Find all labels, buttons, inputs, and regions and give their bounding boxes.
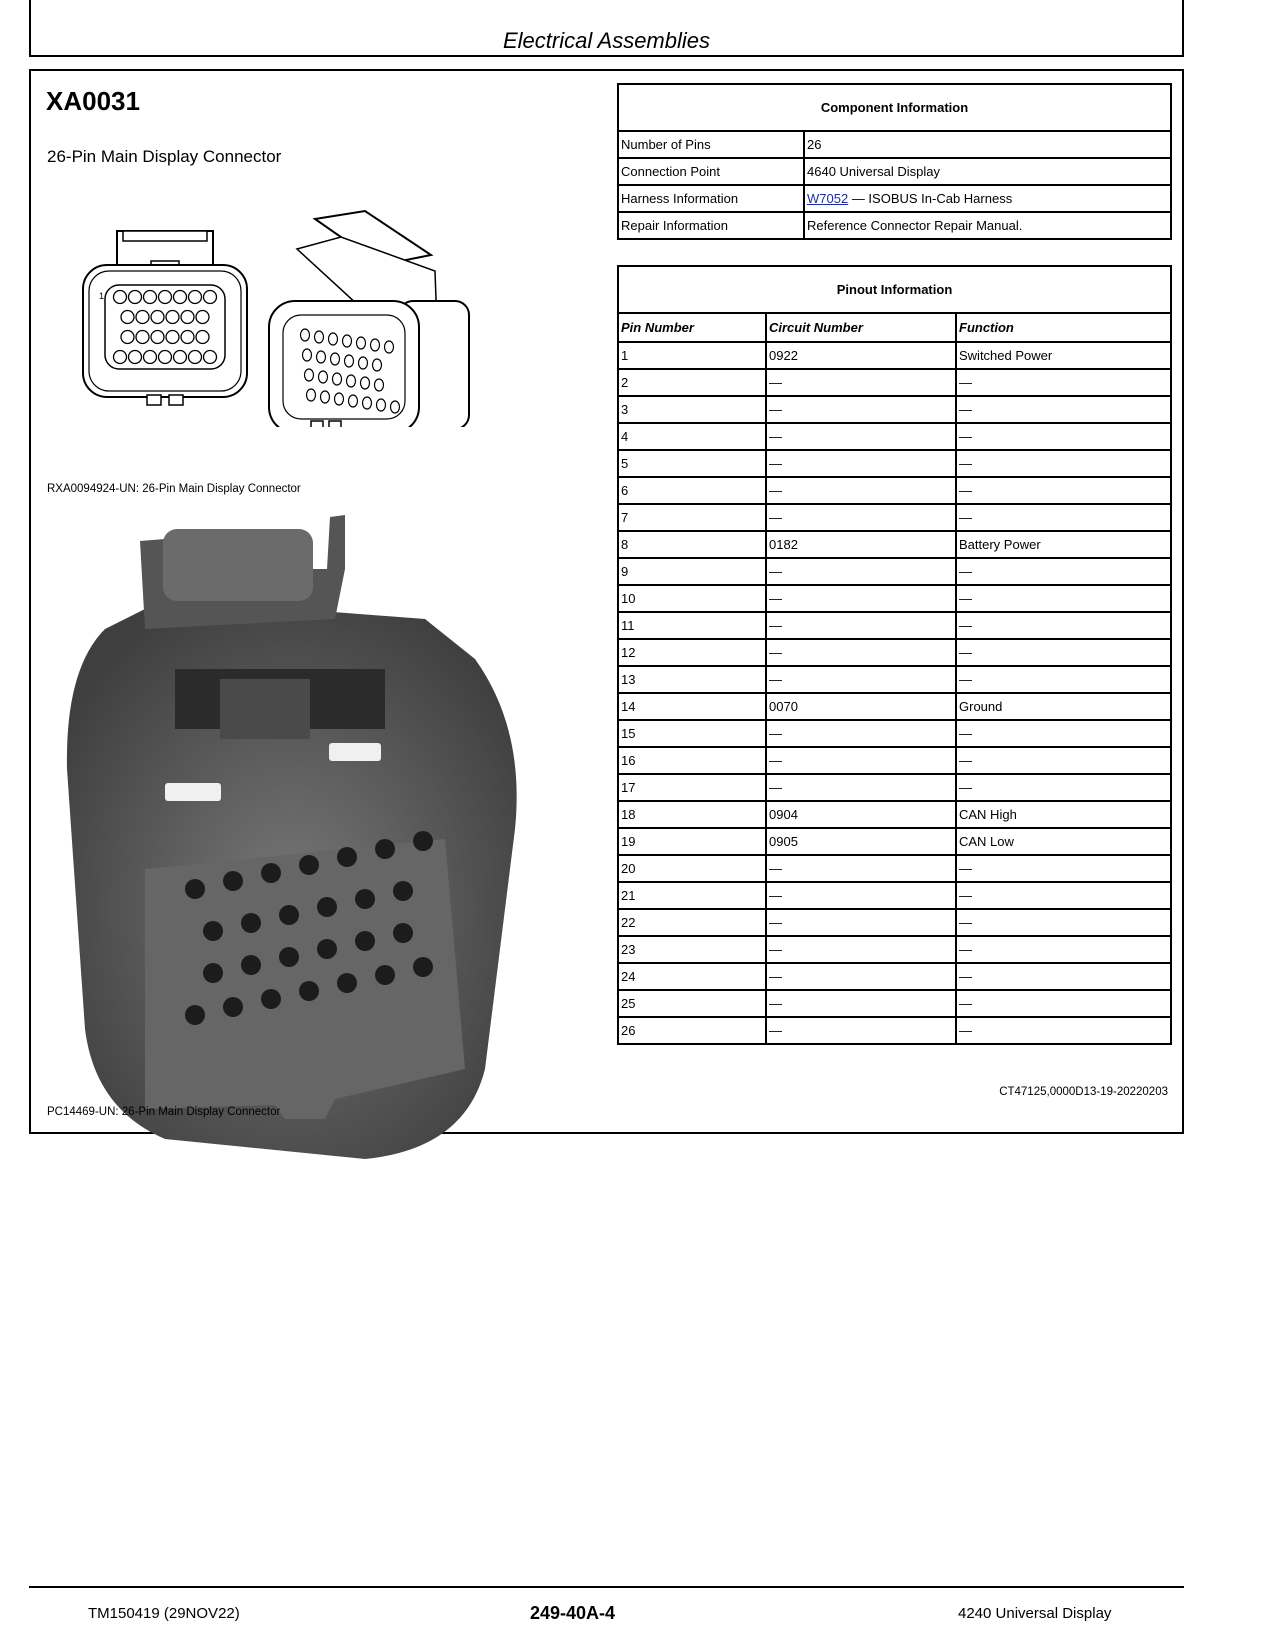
pin-number-cell: 1 bbox=[618, 342, 766, 369]
circuit-number-cell: — bbox=[766, 504, 956, 531]
circuit-number-cell: — bbox=[766, 423, 956, 450]
pin-number-cell: 17 bbox=[618, 774, 766, 801]
component-info-row bbox=[618, 131, 1171, 158]
function-cell: — bbox=[956, 882, 1171, 909]
circuit-number-cell: — bbox=[766, 369, 956, 396]
component-info-label: Harness Information bbox=[618, 185, 804, 212]
pin-number-cell: 3 bbox=[618, 396, 766, 423]
document-reference: CT47125,0000D13-19-20220203 bbox=[999, 1086, 1168, 1098]
pinout-row bbox=[618, 774, 1171, 801]
circuit-number-cell: — bbox=[766, 720, 956, 747]
function-cell: — bbox=[956, 558, 1171, 585]
circuit-number-cell: 0904 bbox=[766, 801, 956, 828]
pinout-row bbox=[618, 801, 1171, 828]
pin-number-cell: 8 bbox=[618, 531, 766, 558]
circuit-number-cell: — bbox=[766, 1017, 956, 1044]
circuit-number-cell: 0905 bbox=[766, 828, 956, 855]
pin-number-cell: 19 bbox=[618, 828, 766, 855]
pinout-row bbox=[618, 396, 1171, 423]
function-cell: Switched Power bbox=[956, 342, 1171, 369]
pin-number-cell: 18 bbox=[618, 801, 766, 828]
pinout-column-headers bbox=[618, 313, 1171, 342]
circuit-number-cell: — bbox=[766, 855, 956, 882]
component-info-row bbox=[618, 158, 1171, 185]
circuit-number-cell: — bbox=[766, 558, 956, 585]
function-cell: CAN Low bbox=[956, 828, 1171, 855]
harness-link[interactable]: W7052 bbox=[807, 191, 849, 206]
pinout-row bbox=[618, 531, 1171, 558]
pinout-row bbox=[618, 936, 1171, 963]
circuit-number-cell: 0182 bbox=[766, 531, 956, 558]
function-cell: — bbox=[956, 720, 1171, 747]
pinout-table bbox=[617, 265, 1172, 1045]
pinout-column-header: Function bbox=[956, 313, 1171, 342]
component-info-value: 26 bbox=[804, 131, 1171, 158]
circuit-number-cell: 0922 bbox=[766, 342, 956, 369]
footer-product: 4240 Universal Display bbox=[958, 1605, 1112, 1622]
pinout-row bbox=[618, 747, 1171, 774]
connector-photo bbox=[45, 509, 565, 1169]
pin-number-cell: 9 bbox=[618, 558, 766, 585]
pin-number-cell: 25 bbox=[618, 990, 766, 1017]
function-cell: — bbox=[956, 666, 1171, 693]
component-info-row bbox=[618, 185, 1171, 212]
component-info-heading: Component Information bbox=[618, 84, 1171, 131]
footer-divider bbox=[29, 1586, 1184, 1588]
component-info-label: Number of Pins bbox=[618, 131, 804, 158]
circuit-number-cell: — bbox=[766, 882, 956, 909]
component-info-value: Reference Connector Repair Manual. bbox=[804, 212, 1171, 239]
pin-number-cell: 4 bbox=[618, 423, 766, 450]
component-info-value: 4640 Universal Display bbox=[804, 158, 1171, 185]
pinout-row bbox=[618, 585, 1171, 612]
pinout-column-header: Pin Number bbox=[618, 313, 766, 342]
function-cell: — bbox=[956, 774, 1171, 801]
pinout-row bbox=[618, 963, 1171, 990]
pin-number-cell: 24 bbox=[618, 963, 766, 990]
function-cell: — bbox=[956, 423, 1171, 450]
circuit-number-cell: 0070 bbox=[766, 693, 956, 720]
component-info-label: Connection Point bbox=[618, 158, 804, 185]
pin-number-cell: 11 bbox=[618, 612, 766, 639]
function-cell: — bbox=[956, 504, 1171, 531]
pin-number-cell: 20 bbox=[618, 855, 766, 882]
pin-number-cell: 16 bbox=[618, 747, 766, 774]
pinout-heading: Pinout Information bbox=[618, 266, 1171, 313]
pin-number-cell: 14 bbox=[618, 693, 766, 720]
pinout-row bbox=[618, 558, 1171, 585]
function-cell: — bbox=[956, 396, 1171, 423]
pin-number-cell: 13 bbox=[618, 666, 766, 693]
connector-subtitle: 26-Pin Main Display Connector bbox=[47, 147, 282, 166]
pin-number-cell: 5 bbox=[618, 450, 766, 477]
connector-code: XA0031 bbox=[46, 86, 140, 116]
pin-number-cell: 2 bbox=[618, 369, 766, 396]
component-info-value bbox=[804, 185, 1171, 212]
circuit-number-cell: — bbox=[766, 990, 956, 1017]
pinout-row bbox=[618, 450, 1171, 477]
circuit-number-cell: — bbox=[766, 936, 956, 963]
pin-number-cell: 6 bbox=[618, 477, 766, 504]
function-cell: — bbox=[956, 639, 1171, 666]
pin-number-cell: 26 bbox=[618, 1017, 766, 1044]
pinout-row bbox=[618, 909, 1171, 936]
circuit-number-cell: — bbox=[766, 909, 956, 936]
pinout-row bbox=[618, 477, 1171, 504]
function-cell: — bbox=[956, 990, 1171, 1017]
pinout-row bbox=[618, 639, 1171, 666]
function-cell: — bbox=[956, 585, 1171, 612]
function-cell: Ground bbox=[956, 693, 1171, 720]
circuit-number-cell: — bbox=[766, 585, 956, 612]
function-cell: CAN High bbox=[956, 801, 1171, 828]
function-cell: — bbox=[956, 450, 1171, 477]
pin-number-cell: 7 bbox=[618, 504, 766, 531]
footer-manual-id: TM150419 (29NOV22) bbox=[88, 1605, 240, 1622]
pin1-mark: 1 bbox=[99, 291, 105, 301]
connector-line-drawing bbox=[75, 207, 495, 427]
pinout-row bbox=[618, 855, 1171, 882]
function-cell: — bbox=[956, 747, 1171, 774]
pin-number-cell: 10 bbox=[618, 585, 766, 612]
pinout-row bbox=[618, 828, 1171, 855]
function-cell: — bbox=[956, 477, 1171, 504]
pinout-column-header: Circuit Number bbox=[766, 313, 956, 342]
circuit-number-cell: — bbox=[766, 612, 956, 639]
component-info-table bbox=[617, 83, 1172, 240]
pinout-row bbox=[618, 342, 1171, 369]
pinout-row bbox=[618, 990, 1171, 1017]
function-cell: — bbox=[956, 963, 1171, 990]
harness-description: — ISOBUS In-Cab Harness bbox=[848, 191, 1013, 206]
function-cell: — bbox=[956, 855, 1171, 882]
connector-section bbox=[29, 69, 1184, 1134]
pinout-row bbox=[618, 882, 1171, 909]
pinout-row bbox=[618, 369, 1171, 396]
component-info-row bbox=[618, 212, 1171, 239]
pinout-row bbox=[618, 720, 1171, 747]
function-cell: — bbox=[956, 1017, 1171, 1044]
header-title: Electrical Assemblies bbox=[502, 28, 711, 53]
pinout-row bbox=[618, 1017, 1171, 1044]
pinout-row bbox=[618, 693, 1171, 720]
pin-number-cell: 22 bbox=[618, 909, 766, 936]
pin-number-cell: 12 bbox=[618, 639, 766, 666]
function-cell: — bbox=[956, 369, 1171, 396]
pinout-row bbox=[618, 612, 1171, 639]
pinout-row bbox=[618, 504, 1171, 531]
function-cell: — bbox=[956, 612, 1171, 639]
circuit-number-cell: — bbox=[766, 774, 956, 801]
function-cell: Battery Power bbox=[956, 531, 1171, 558]
photo-caption: PC14469-UN: 26-Pin Main Display Connector bbox=[47, 1106, 281, 1118]
circuit-number-cell: — bbox=[766, 396, 956, 423]
circuit-number-cell: — bbox=[766, 477, 956, 504]
circuit-number-cell: — bbox=[766, 963, 956, 990]
circuit-number-cell: — bbox=[766, 666, 956, 693]
pin-number-cell: 23 bbox=[618, 936, 766, 963]
pin-number-cell: 15 bbox=[618, 720, 766, 747]
pin-number-cell: 21 bbox=[618, 882, 766, 909]
footer-page-number: 249-40A-4 bbox=[530, 1603, 616, 1623]
function-cell: — bbox=[956, 936, 1171, 963]
component-info-label: Repair Information bbox=[618, 212, 804, 239]
circuit-number-cell: — bbox=[766, 450, 956, 477]
drawing-caption: RXA0094924-UN: 26-Pin Main Display Connector bbox=[47, 483, 301, 495]
pinout-row bbox=[618, 666, 1171, 693]
circuit-number-cell: — bbox=[766, 747, 956, 774]
page-header bbox=[29, 0, 1184, 57]
circuit-number-cell: — bbox=[766, 639, 956, 666]
pinout-row bbox=[618, 423, 1171, 450]
function-cell: — bbox=[956, 909, 1171, 936]
